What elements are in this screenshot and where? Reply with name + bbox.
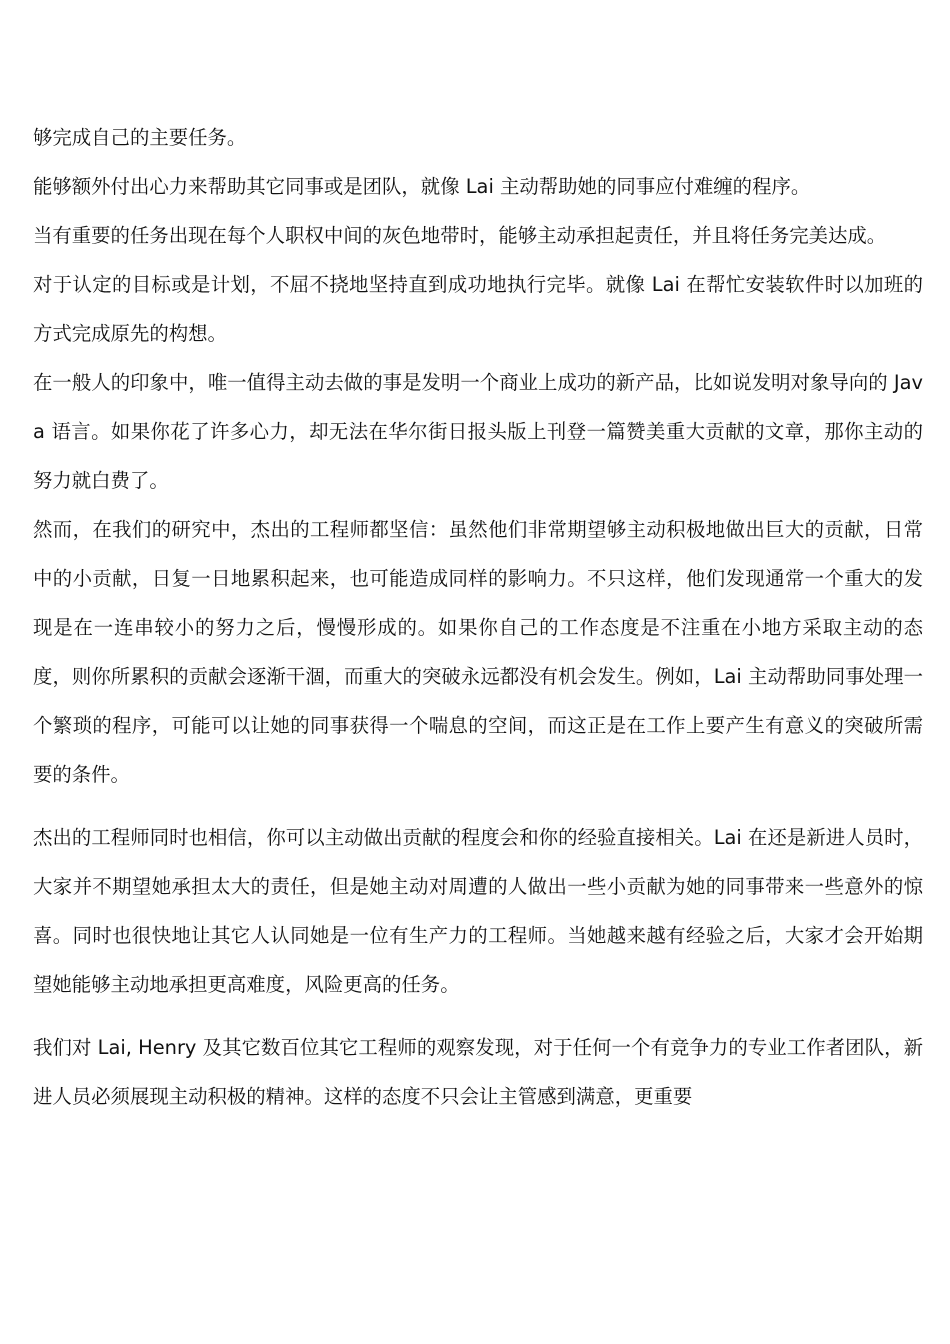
paragraph-6: 然而，在我们的研究中，杰出的工程师都坚信：虽然他们非常期望够主动积极地做出巨大的贡献，日常中的小贡献，日复一日地累积起来，也可能造成同样的影响力。不只这样，他们发现通常一个重大的发现是在一连串较小的努力之后，慢慢形成的。如果你自己的工作态度是不注重在小地方采取主动的态度，则你所累积的贡献会逐渐干涸，而重大的突破永远都没有机会发生。例如，Lai 主动帮助同事处理一个繁琐的程序，可能可以让她的同事获得一个喘息的空间，而这正是在工作上要产生有意义的突破所需要的条件。 — [33, 518, 923, 786]
paragraph-3: 当有重要的任务出现在每个人职权中间的灰色地带时，能够主动承担起责任，并且将任务完美达成。 — [33, 224, 887, 247]
paragraph-7: 杰出的工程师同时也相信，你可以主动做出贡献的程度会和你的经验直接相关。Lai 在还是新进人员时，大家并不期望她承担太大的责任，但是她主动对周遭的人做出一些小贡献为她的同事带来一些意外的惊喜。同时也很快地让其它人认同她是一位有生产力的工程师。当她越来越有经验之后，大家才会开始期望她能够主动地承担更高难度，风险更高的任务。 — [33, 826, 923, 996]
paragraph-spacer — [33, 799, 923, 813]
document-page — [33, 113, 923, 1121]
paragraph-spacer — [33, 1009, 923, 1023]
paragraph-4: 对于认定的目标或是计划，不屈不挠地坚持直到成功地执行完毕。就像 Lai 在帮忙安装软件时以加班的方式完成原先的构想。 — [33, 273, 923, 345]
paragraph-2: 能够额外付出心力来帮助其它同事或是团队，就像 Lai 主动帮助她的同事应付难缠的程序。 — [33, 175, 811, 198]
paragraph-5: 在一般人的印象中，唯一值得主动去做的事是发明一个商业上成功的新产品，比如说发明对象导向的 Java 语言。如果你花了许多心力，却无法在华尔街日报头版上刊登一篇赞美重大贡献的文章，那你主动的努力就白费了。 — [33, 371, 923, 492]
paragraph-8: 我们对 Lai, Henry 及其它数百位其它工程师的观察发现，对于任何一个有竞争力的专业工作者团队，新进人员必须展现主动积极的精神。这样的态度不只会让主管感到满意，更重要 — [33, 1036, 923, 1108]
paragraph-1: 够完成自己的主要任务。 — [33, 126, 247, 149]
